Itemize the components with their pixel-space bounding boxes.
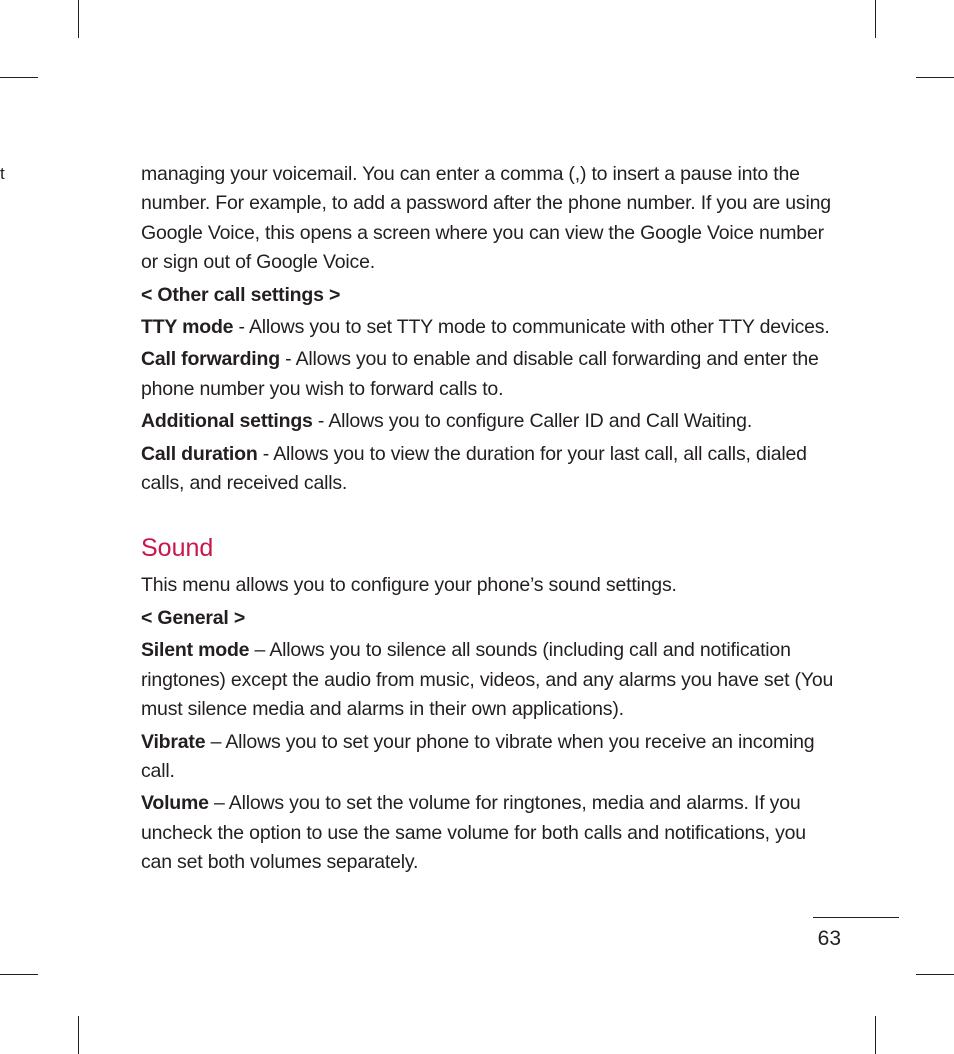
other-call-settings-heading: < Other call settings >	[141, 283, 341, 306]
setting-term: Volume	[141, 792, 209, 815]
crop-mark-bottom-right-vertical	[875, 1016, 876, 1054]
setting-term: Additional settings	[141, 410, 313, 433]
setting-term: Silent mode	[141, 639, 250, 662]
setting-item-vibrate	[141, 728, 841, 787]
crop-mark-bottom-left-vertical	[78, 1016, 79, 1054]
setting-description: - Allows you to enable and disable call forwarding and enter the phone number you wish to forward calls to.	[141, 348, 819, 400]
crop-mark-top-right-vertical	[875, 0, 876, 38]
setting-term: TTY mode	[141, 316, 234, 339]
setting-description: – Allows you to set your phone to vibrate when you receive an incoming call.	[141, 730, 815, 782]
crop-mark-top-right-horizontal	[916, 77, 954, 78]
page-content	[141, 160, 841, 881]
setting-description: - Allows you to set TTY mode to communicate with other TTY devices.	[233, 316, 830, 339]
setting-term: Vibrate	[141, 730, 206, 753]
crop-mark-bottom-right-horizontal	[916, 974, 954, 975]
previous-page-edge-fragment: t	[0, 164, 5, 183]
intro-paragraph: managing your voicemail. You can enter a comma (,) to insert a pause into the number. For example, to add a password after the phone number. If you are using Google Voice, this opens a screen where you can view the Google Voice number or sign out of Google Voice.	[141, 163, 831, 274]
crop-mark-bottom-left-horizontal	[0, 974, 38, 975]
crop-mark-top-left-horizontal	[0, 77, 38, 78]
section-title-sound: Sound	[141, 534, 214, 563]
setting-description: - Allows you to view the duration for your last call, all calls, dialed calls, and received calls.	[141, 442, 807, 495]
setting-term: Call forwarding	[141, 348, 280, 371]
sound-intro: This menu allows you to configure your phone’s sound settings.	[141, 574, 677, 597]
setting-description: – Allows you to set the volume for ringtones, media and alarms. If you uncheck the option to use the same volume for both calls and notifications, you can set both volumes separately.	[141, 792, 806, 874]
setting-item-call-duration	[141, 440, 841, 499]
setting-description: - Allows you to configure Caller ID and Call Waiting.	[312, 410, 753, 433]
setting-item-tty-mode	[141, 313, 841, 342]
crop-mark-top-left-vertical	[78, 0, 79, 38]
setting-description: – Allows you to silence all sounds (including call and notification ringtones) except the audio from music, videos, and any alarms you have set (You must silence media and alarms in their own applications).	[141, 639, 834, 721]
general-heading: < General >	[141, 606, 246, 629]
setting-item-silent-mode	[141, 636, 841, 724]
setting-item-call-forwarding	[141, 345, 841, 404]
setting-item-volume	[141, 789, 841, 877]
setting-item-additional-settings	[141, 407, 841, 436]
setting-term: Call duration	[141, 442, 258, 465]
page-number: 63	[817, 927, 841, 950]
page-number-rule	[813, 917, 899, 918]
